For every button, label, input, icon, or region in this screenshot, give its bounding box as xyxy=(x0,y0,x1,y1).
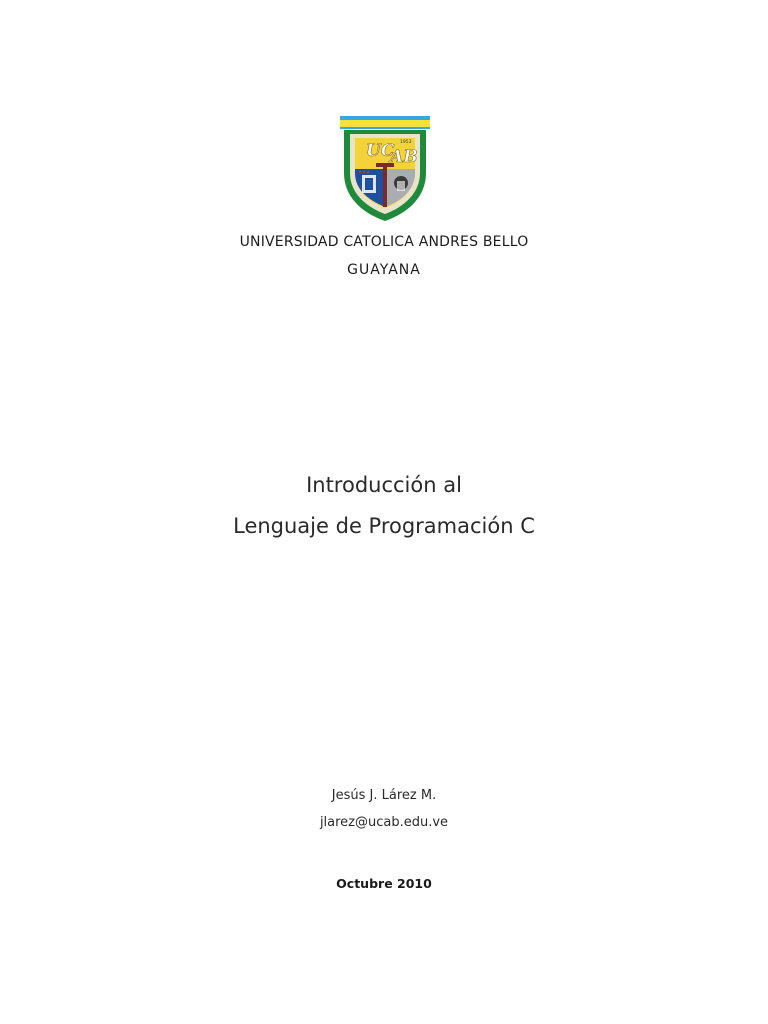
document-title-line-2: Lenguaje de Programación C xyxy=(233,514,535,538)
author-name: Jesús J. Lárez M. xyxy=(331,788,437,803)
university-crest-logo xyxy=(338,115,432,223)
campus-name: GUAYANA xyxy=(347,262,421,278)
publication-date: Octubre 2010 xyxy=(336,876,432,891)
author-email: jlarez@ucab.edu.ve xyxy=(319,815,449,830)
svg-text:AB: AB xyxy=(390,147,418,167)
document-title-line-1: Introducción al xyxy=(306,473,462,497)
svg-text:UC: UC xyxy=(366,141,395,161)
university-name: UNIVERSIDAD CATOLICA ANDRES BELLO xyxy=(239,234,529,250)
svg-text:1953: 1953 xyxy=(400,140,412,145)
